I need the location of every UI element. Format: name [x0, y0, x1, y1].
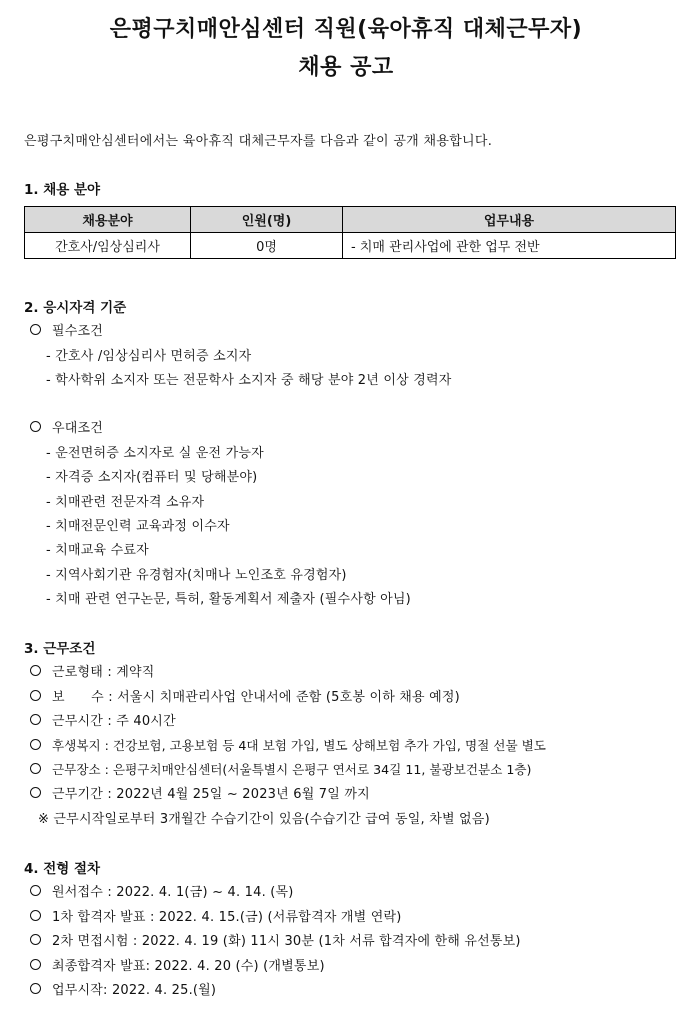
preferred-item: - 치매교육 수료자 — [46, 543, 149, 558]
section-4-heading: 4. 전형 절차 — [24, 861, 101, 877]
recruitment-table — [24, 206, 676, 259]
table-header-row — [25, 207, 676, 233]
section-3-heading: 3. 근무조건 — [24, 641, 96, 657]
preferred-item: - 치매전문인력 교육과정 이수자 — [46, 519, 230, 534]
procedure-item: 업무시작: 2022. 4. 25.(월) — [52, 983, 217, 998]
preferred-label: 우대조건 — [52, 421, 104, 436]
table-header: 인원(명) — [191, 207, 343, 233]
circle-bullet-icon — [30, 710, 42, 722]
notice-title-line2: 채용 공고 — [298, 55, 394, 80]
condition-item: 후생복지 : 건강보험, 고용보험 등 4대 보험 가입, 별도 상해보험 추가 가입, 명절 선물 별도 — [52, 738, 546, 753]
circle-bullet-icon — [30, 783, 42, 795]
preferred-item: - 운전면허증 소지자로 실 운전 가능자 — [46, 446, 264, 461]
condition-item: 근무장소 : 은평구치매안심센터(서울특별시 은평구 연서로 34길 11, 불광보건분소 1층) — [52, 762, 532, 777]
required-label: 필수조건 — [52, 324, 104, 339]
circle-bullet-icon — [30, 906, 42, 918]
section-2-heading: 2. 응시자격 기준 — [24, 300, 127, 316]
condition-item: 근무기간 : 2022년 4월 25일 ~ 2023년 6월 7일 까지 — [52, 787, 370, 802]
table-row — [25, 233, 676, 259]
preferred-item: - 치매관련 전문자격 소유자 — [46, 495, 205, 510]
circle-bullet-icon — [30, 661, 42, 673]
required-item: - 학사학위 소지자 또는 전문학사 소지자 중 해당 분야 2년 이상 경력자 — [46, 373, 452, 388]
procedure-item: 1차 합격자 발표 : 2022. 4. 15.(금) (서류합격자 개별 연락) — [52, 910, 402, 925]
condition-item: 근무시간 : 주 40시간 — [52, 714, 176, 729]
circle-bullet-icon — [30, 686, 42, 698]
circle-bullet-icon — [30, 759, 42, 771]
circle-bullet-icon — [30, 979, 42, 991]
table-cell-duty: - 치매 관리사업에 관한 업무 전반 — [343, 233, 676, 259]
preferred-item: - 치매 관련 연구논문, 특허, 활동계획서 제출자 (필수사항 아님) — [46, 592, 411, 607]
required-item: - 간호사 /임상심리사 면허증 소지자 — [46, 349, 252, 364]
table-header: 업무내용 — [343, 207, 676, 233]
condition-item: 보 수 : 서울시 치매관리사업 안내서에 준함 (5호봉 이하 채용 예정) — [52, 690, 460, 705]
procedure-item: 최종합격자 발표: 2022. 4. 20 (수) (개별통보) — [52, 959, 325, 974]
circle-bullet-icon — [30, 417, 42, 429]
circle-bullet-icon — [30, 735, 42, 747]
condition-item: 근로형태 : 계약직 — [52, 665, 155, 680]
intro-text: 은평구치매안심센터에서는 육아휴직 대체근무자를 다음과 같이 공개 채용합니다. — [24, 134, 493, 149]
table-cell-field: 간호사/임상심리사 — [25, 233, 191, 259]
circle-bullet-icon — [30, 930, 42, 942]
table-cell-count: 0명 — [191, 233, 343, 259]
section-1-heading: 1. 채용 분야 — [24, 182, 101, 198]
circle-bullet-icon — [30, 320, 42, 332]
notice-title-line1: 은평구치매안심센터 직원(육아휴직 대체근무자) — [109, 17, 583, 42]
preferred-item: - 지역사회기관 유경험자(치매나 노인조호 유경험자) — [46, 568, 347, 583]
preferred-item: - 자격증 소지자(컴퓨터 및 당해분야) — [46, 470, 258, 485]
procedure-item: 원서접수 : 2022. 4. 1(금) ~ 4. 14. (목) — [52, 885, 294, 900]
probation-note: ※ 근무시작일로부터 3개월간 수습기간이 있음(수습기간 급여 동일, 차별 없음) — [38, 812, 490, 827]
circle-bullet-icon — [30, 955, 42, 967]
table-header: 채용분야 — [25, 207, 191, 233]
circle-bullet-icon — [30, 881, 42, 893]
procedure-item: 2차 면접시험 : 2022. 4. 19 (화) 11시 30분 (1차 서류 합격자에 한해 유선통보) — [52, 934, 521, 949]
